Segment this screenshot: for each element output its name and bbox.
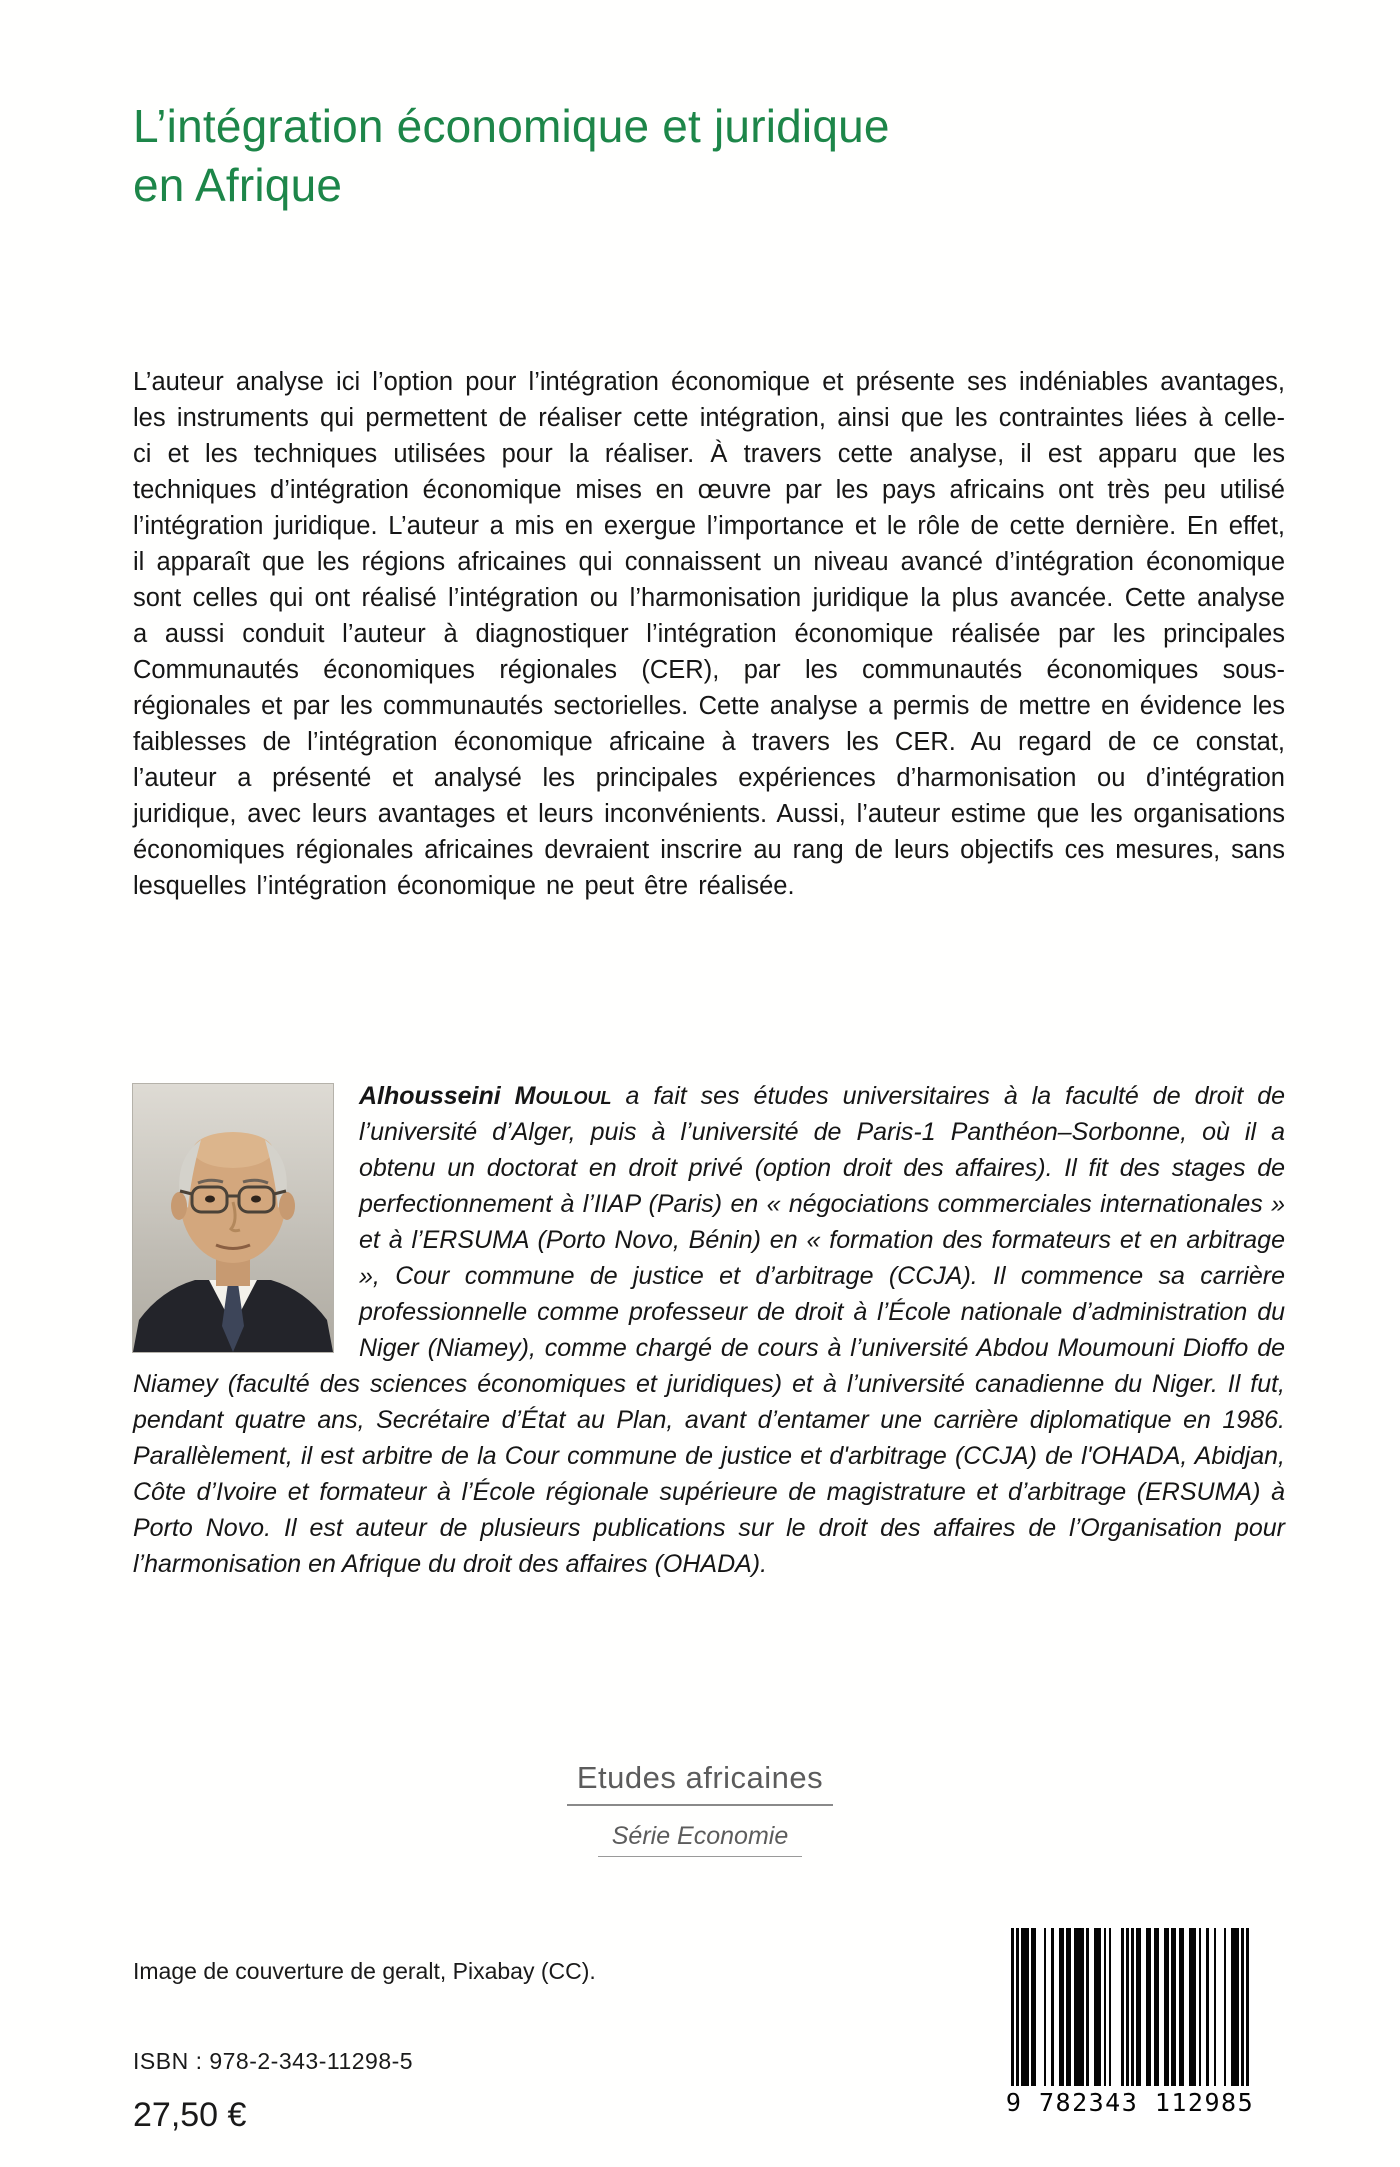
author-last-name: Mouloul xyxy=(514,1082,612,1110)
book-title-line1: L’intégration économique et juridique xyxy=(133,99,890,152)
barcode-digits: 9 782343 112985 xyxy=(1005,2088,1255,2117)
author-first-name: Alhousseini xyxy=(359,1082,515,1110)
collection-block xyxy=(0,1760,1400,1857)
barcode xyxy=(1004,1928,1256,2117)
barcode-bars xyxy=(1011,1928,1249,2086)
collection-series: Série Economie xyxy=(598,1822,802,1857)
cover-image-credit: Image de couverture de geralt, Pixabay (CC). xyxy=(133,1958,596,1984)
book-title xyxy=(133,97,1233,215)
isbn-text: ISBN : 978-2-343-11298-5 xyxy=(133,2048,414,2074)
synopsis-paragraph: L’auteur analyse ici l’option pour l’intégration économique et présente ses indéniables avantages, les instruments qui permettent de réaliser cette intégration, ainsi que les contraintes liées à celle-ci et les techniques utilisées pour la réaliser. À travers cette analyse, il est apparu que les techniques d’intégration économique mises en œuvre par les pays africains ont très peu utilisé l’intégration juridique. L’auteur a mis en exergue l’importance et le rôle de cette dernière. En effet, il apparaît que les régions africaines qui connaissent un niveau avancé d’intégration économique sont celles qui ont réalisé l’intégration ou l’harmonisation juridique la plus avancée. Cette analyse a aussi conduit l’auteur à diagnostiquer l’intégration économique réalisée par les principales Communautés économiques régionales (CER), par les communautés économiques sous-régionales et par les communautés sectorielles. Cette analyse a permis de mettre en évidence les faiblesses de l’intégration économique africaine à travers les CER. Au regard de ce constat, l’auteur a présenté et analysé les principales expériences d’harmonisation ou d’intégration juridique, avec leurs avantages et leurs inconvénients. Aussi, l’auteur estime que les organisations économiques régionales africaines devraient inscrire au rang de leurs objectifs ces mesures, sans lesquelles l’intégration économique ne peut être réalisée. xyxy=(133,367,1285,900)
author-bio-text: a fait ses études universitaires à la faculté de droit de l’université d’Alger, puis à l’université de Paris-1 Panthéon–Sorbonne, où il a obtenu un doctorat en droit privé (option droit des affaires). Il fit des stages de perfectionnement à l’IIAP (Paris) en « négociations commerciales internationales » et à l’ERSUMA (Porto Novo, Bénin) en « formation des formateurs et en arbitrage », Cour commune de justice et d’arbitrage (CCJA). Il commence sa carrière professionnelle comme professeur de droit à l’École nationale d’administration du Niger (Niamey), comme chargé de cours à l’université Abdou Moumouni Dioffo de Niamey (faculté des sciences économiques et juridiques) et à l’université canadienne du Niger. Il fut, pendant quatre ans, Secrétaire d’État au Plan, avant d’entamer une carrière diplomatique en 1986. Parallèlement, il est arbitre de la Cour commune de justice et d'arbitrage (CCJA) de l'OHADA, Abidjan, Côte d’Ivoire et formateur à l’École régionale supérieure de magistrature et d’arbitrage (ERSUMA) à Porto Novo. Il est auteur de plusieurs publications sur le droit des affaires de l’Organisation pour l’harmonisation en Afrique du droit des affaires (OHADA). xyxy=(133,1082,1285,1578)
author-bio-section xyxy=(133,1078,1285,1582)
price-text: 27,50 € xyxy=(133,2096,247,2134)
author-photo xyxy=(133,1084,333,1352)
book-title-line2: en Afrique xyxy=(133,158,343,211)
author-portrait-illustration xyxy=(133,1084,333,1352)
collection-name: Etudes africaines xyxy=(567,1760,833,1806)
